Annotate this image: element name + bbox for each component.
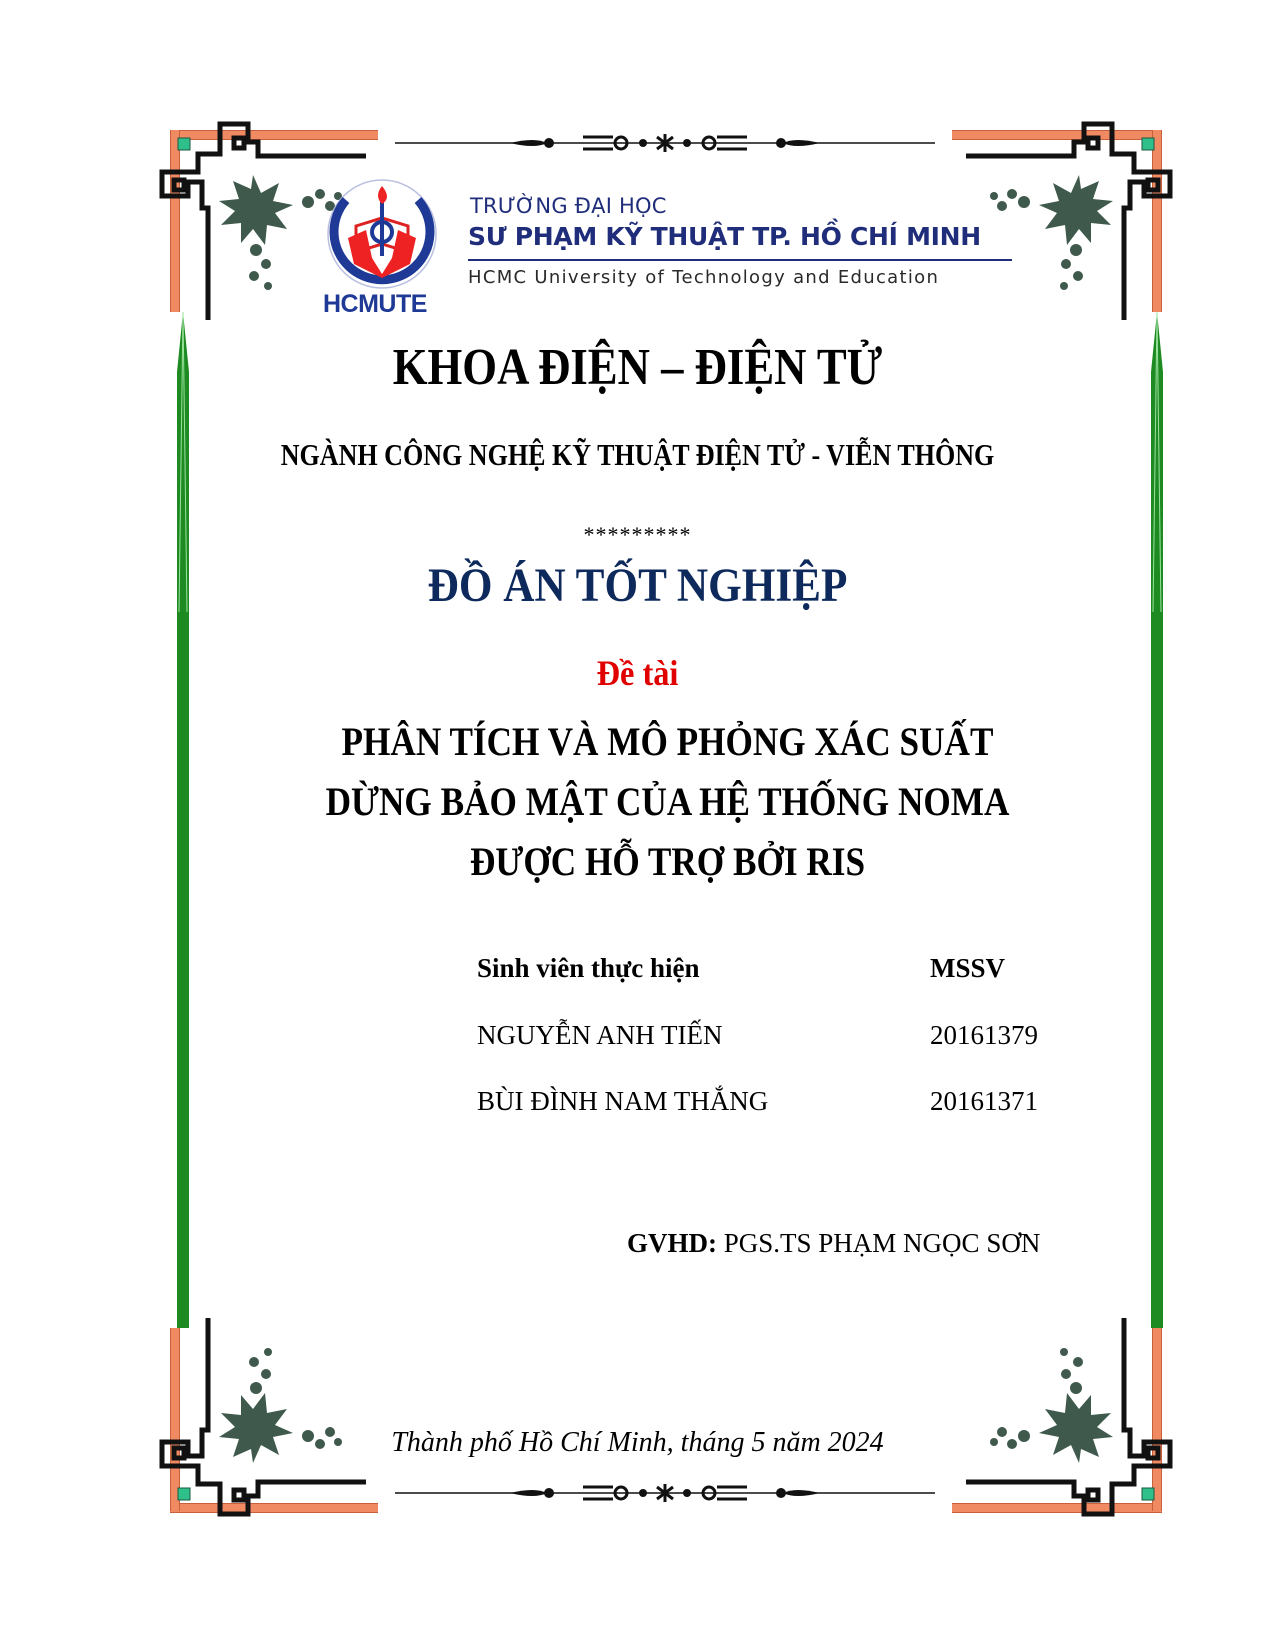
students-header-name: Sinh viên thực hiện — [477, 953, 700, 983]
student-name: BÙI ĐÌNH NAM THẮNG — [477, 1086, 769, 1116]
faculty-title: KHOA ĐIỆN – ĐIỆN TỬ — [392, 339, 883, 396]
place-date: Thành phố Hồ Chí Minh, tháng 5 năm 2024 — [391, 1427, 884, 1458]
topic-line-1: PHÂN TÍCH VÀ MÔ PHỎNG XÁC SUẤT — [341, 719, 994, 764]
flourish-divider-bottom-icon — [395, 1481, 935, 1505]
advisor-label: GVHD: — [627, 1228, 717, 1258]
corner-ornament-bottom-right-icon — [944, 1318, 1174, 1518]
university-line-3: HCMC University of Technology and Education — [468, 267, 940, 288]
university-line-2: SƯ PHẠM KỸ THUẬT TP. HỒ CHÍ MINH — [468, 222, 981, 251]
corner-ornament-bottom-left-icon — [158, 1318, 388, 1518]
topic-line-3: ĐƯỢC HỖ TRỢ BỞI RIS — [469, 839, 866, 884]
advisor-name: PGS.TS PHẠM NGỌC SƠN — [723, 1228, 1041, 1258]
topic-label: Đề tài — [596, 653, 679, 693]
university-rule — [468, 259, 1012, 261]
university-line-1: TRƯỜNG ĐẠI HỌC — [470, 194, 667, 218]
logo-acronym: HCMUTE — [323, 290, 427, 318]
document-type-title: ĐỒ ÁN TỐT NGHIỆP — [427, 559, 848, 612]
student-id: 20161379 — [930, 1020, 1038, 1050]
separator-stars: ********* — [583, 522, 692, 547]
flourish-divider-top-icon — [395, 131, 935, 155]
corner-ornament-top-right-icon — [944, 120, 1174, 320]
university-logo-icon — [326, 178, 438, 290]
student-id: 20161371 — [930, 1086, 1038, 1116]
major-title: NGÀNH CÔNG NGHỆ KỸ THUẬT ĐIỆN TỬ - VIỄN THÔNG — [280, 437, 995, 472]
topic-title — [30, 712, 1275, 892]
topic-line-2: DỪNG BẢO MẬT CỦA HỆ THỐNG NOMA — [325, 779, 1010, 824]
students-header-id: MSSV — [930, 953, 1006, 983]
advisor-line — [627, 1228, 1040, 1259]
student-name: NGUYỄN ANH TIẾN — [477, 1020, 723, 1050]
